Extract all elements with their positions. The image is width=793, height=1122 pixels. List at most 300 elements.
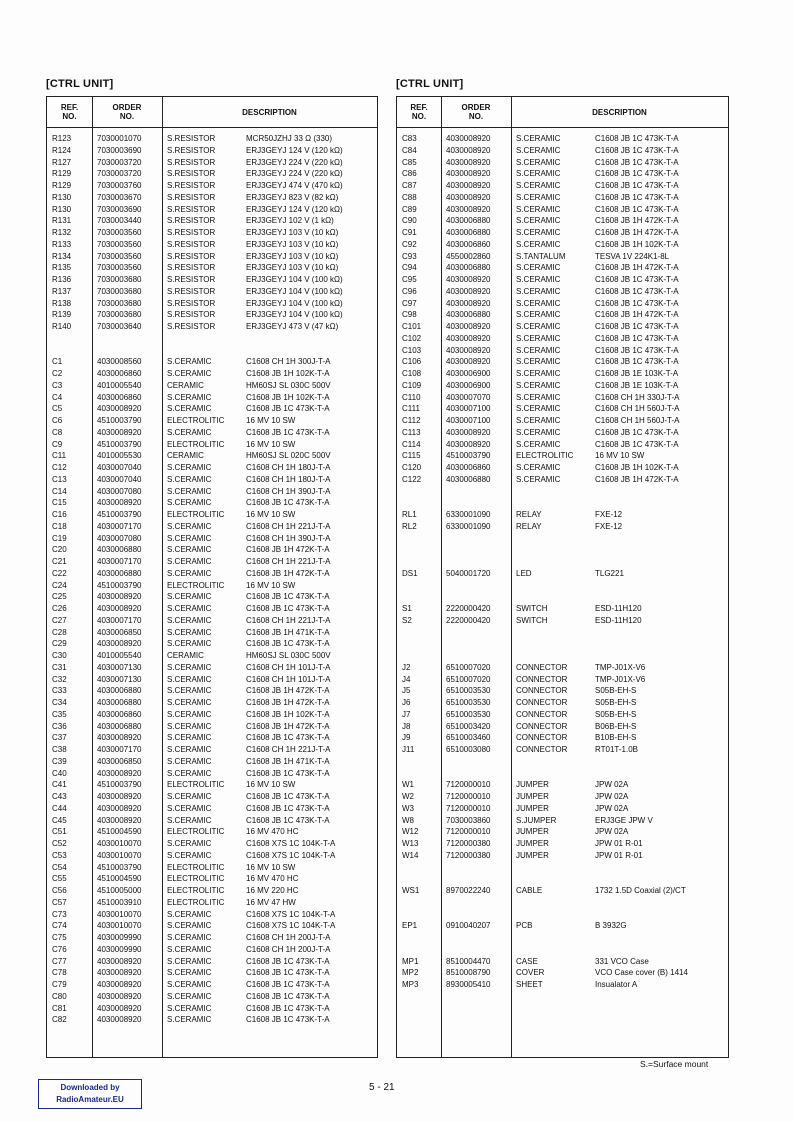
part-type: S.RESISTOR <box>167 192 216 202</box>
ref-no: C102 <box>402 333 422 343</box>
table-row <box>47 427 377 439</box>
table-row <box>47 509 377 521</box>
order-no: 4030010070 <box>97 921 142 931</box>
order-no: 4030007170 <box>97 557 142 566</box>
part-type: ELECTROLITIC <box>167 886 225 895</box>
order-no: 4030006850 <box>97 627 142 637</box>
part-description: C1608 JB 1C 473K-T-A <box>246 498 330 508</box>
ref-no: C103 <box>402 345 422 355</box>
part-description: C1608 JB 1H 471K-T-A <box>246 627 330 637</box>
table-row <box>397 204 728 216</box>
order-no: 4030006880 <box>97 698 142 707</box>
part-description: C1608 JB 1C 473K-T-A <box>595 134 679 143</box>
part-description: C1608 JB 1C 473K-T-A <box>246 792 330 801</box>
ref-no: C1 <box>52 357 63 367</box>
part-type: S.CERAMIC <box>516 204 561 214</box>
table-row <box>397 838 728 850</box>
order-no: 7030003720 <box>97 169 142 179</box>
table-row <box>47 744 377 756</box>
ref-no: C20 <box>52 545 67 555</box>
ref-no: R139 <box>52 310 72 320</box>
ref-no: C36 <box>52 721 67 731</box>
order-no: 4030007170 <box>97 521 142 531</box>
part-type: S.CERAMIC <box>167 592 212 602</box>
part-type: ELECTROLITIC <box>167 827 225 837</box>
ref-no: C39 <box>52 756 67 766</box>
table-row <box>47 474 377 486</box>
part-type: S.CERAMIC <box>167 674 212 684</box>
order-no: 7030003860 <box>446 815 491 825</box>
order-no: 4510003790 <box>97 439 142 449</box>
order-header-line1: ORDER <box>461 103 491 112</box>
order-no: 4030006880 <box>446 263 491 273</box>
table-row <box>47 204 377 216</box>
ref-no: C2 <box>52 369 63 378</box>
part-type: S.RESISTOR <box>167 216 216 226</box>
part-description: TLG221 <box>595 568 624 578</box>
part-type: CONNECTOR <box>516 686 568 696</box>
order-no: 7120000010 <box>446 792 491 801</box>
part-description: C1608 CH 1H 101J-T-A <box>246 674 331 684</box>
table-row <box>47 732 377 744</box>
part-description: C1608 JB 1C 473K-T-A <box>246 592 330 602</box>
ref-no: MP2 <box>402 968 419 978</box>
ref-no: C9 <box>52 439 63 449</box>
table-row <box>397 791 728 803</box>
order-no: 7120000380 <box>446 839 491 848</box>
order-no: 4030008920 <box>446 204 491 214</box>
order-no: 4030008920 <box>97 427 142 437</box>
order-no: 7030003680 <box>97 286 142 296</box>
ref-header <box>47 97 92 127</box>
ref-no: C98 <box>402 310 417 320</box>
order-no: 4030007080 <box>97 533 142 543</box>
part-type: S.CERAMIC <box>167 768 212 778</box>
part-description: C1608 JB 1C 473K-T-A <box>246 968 330 978</box>
part-description: ERJ3GEYJ 104 V (100 kΩ) <box>246 298 343 308</box>
order-no: 4030008920 <box>97 956 142 966</box>
part-type: JUMPER <box>516 780 549 790</box>
part-description: ERJ3GEYJ 103 V (10 kΩ) <box>246 228 339 237</box>
part-description: ERJ3GEYJ 124 V (120 kΩ) <box>246 145 343 155</box>
table-row <box>47 627 377 639</box>
table-row <box>47 591 377 603</box>
part-description: HM60SJ SL 030C 500V <box>246 651 331 660</box>
table-row <box>397 662 728 674</box>
order-no: 4030008920 <box>97 768 142 778</box>
table-row <box>47 838 377 850</box>
order-no: 4510003790 <box>97 780 142 790</box>
table-row <box>47 215 377 227</box>
order-no: 4030006880 <box>446 216 491 226</box>
ref-no: C29 <box>52 639 67 649</box>
part-type: S.CERAMIC <box>516 404 561 414</box>
ref-no: C6 <box>52 416 63 425</box>
ref-no: C94 <box>402 263 417 273</box>
part-type: S.CERAMIC <box>167 968 212 978</box>
part-description: C1608 CH 1H 200J-T-A <box>246 933 331 942</box>
ref-no: W13 <box>402 839 419 848</box>
description-header <box>511 97 728 127</box>
ref-no: C13 <box>52 474 67 484</box>
part-type: S.CERAMIC <box>516 380 561 390</box>
ref-no: R127 <box>52 157 72 167</box>
ref-no: WS1 <box>402 886 420 895</box>
order-no: 4030006900 <box>446 369 491 378</box>
part-type: S.CERAMIC <box>167 369 212 378</box>
ref-no: R135 <box>52 263 72 273</box>
part-type: S.CERAMIC <box>516 263 561 273</box>
order-no: 2220000420 <box>446 615 491 625</box>
order-no: 6510003080 <box>446 745 491 754</box>
ref-no: C113 <box>402 427 421 437</box>
order-no: 4030007130 <box>97 662 142 672</box>
table-row <box>397 157 728 169</box>
part-type: S.CERAMIC <box>516 228 561 237</box>
part-type: LED <box>516 568 532 578</box>
table-row <box>47 568 377 580</box>
table-row <box>397 403 728 415</box>
ref-header-line1: REF. <box>60 103 79 112</box>
part-type: ELECTROLITIC <box>167 580 225 590</box>
part-description: C1608 JB 1C 473K-T-A <box>246 980 330 989</box>
description-header <box>162 97 377 127</box>
ref-header-line2: NO. <box>62 112 77 121</box>
ref-no: C54 <box>52 862 67 872</box>
order-no: 4510003790 <box>97 862 142 872</box>
ref-no: C77 <box>52 956 67 966</box>
part-description: C1608 JB 1H 472K-T-A <box>595 310 679 320</box>
part-type: S.CERAMIC <box>516 275 561 284</box>
table-row <box>397 309 728 321</box>
ref-no: S1 <box>402 604 412 613</box>
part-description: C1608 JB 1C 473K-T-A <box>246 404 330 414</box>
order-no: 4030007100 <box>446 416 491 425</box>
part-type: ELECTROLITIC <box>516 451 574 461</box>
order-no: 4030010070 <box>97 909 142 919</box>
ref-no: C41 <box>52 780 67 790</box>
part-description: C1608 JB 1C 473K-T-A <box>246 604 330 613</box>
order-no: 7030003680 <box>97 310 142 320</box>
part-type: S.RESISTOR <box>167 263 216 273</box>
part-type: CERAMIC <box>167 651 204 660</box>
ref-no: C8 <box>52 427 63 437</box>
table-row <box>47 650 377 662</box>
ref-no: C96 <box>402 286 417 296</box>
order-no: 4550002860 <box>446 251 491 261</box>
ref-no: R134 <box>52 251 72 261</box>
part-description: C1608 X7S 1C 104K-T-A <box>246 909 336 919</box>
ref-no: DS1 <box>402 568 418 578</box>
table-row <box>47 967 377 979</box>
table-row <box>47 615 377 627</box>
part-description: C1608 CH 1H 221J-T-A <box>246 615 331 625</box>
part-type: S.CERAMIC <box>167 662 212 672</box>
part-type: CONNECTOR <box>516 662 568 672</box>
part-description: C1608 JB 1H 102K-T-A <box>246 709 330 719</box>
table-row <box>47 674 377 686</box>
part-description: ERJ3GEYJ 124 V (120 kΩ) <box>246 204 343 214</box>
table-row <box>47 815 377 827</box>
part-description: ERJ3GEYJ 823 V (82 kΩ) <box>246 192 339 202</box>
ref-no: C111 <box>402 404 420 414</box>
part-description: ERJ3GEYJ 103 V (10 kΩ) <box>246 239 339 249</box>
part-description: JPW 02A <box>595 827 629 837</box>
table-row <box>47 168 377 180</box>
order-no: 7030003560 <box>97 263 142 273</box>
part-description: C1608 CH 1H 180J-T-A <box>246 463 331 472</box>
ref-no: C120 <box>402 463 422 472</box>
part-description: C1608 JB 1C 473K-T-A <box>595 322 679 331</box>
download-badge[interactable] <box>38 1079 142 1109</box>
ref-no: C82 <box>52 1015 67 1025</box>
table-row <box>47 697 377 709</box>
table-row <box>47 309 377 321</box>
order-no: 4030008920 <box>446 134 491 143</box>
order-no: 4030008920 <box>446 298 491 308</box>
part-type: PCB <box>516 921 533 931</box>
ref-no: C88 <box>402 192 417 202</box>
part-description: HM60SJ SL 020C 500V <box>246 451 331 461</box>
part-description: C1608 JB 1C 473K-T-A <box>246 956 330 966</box>
table-row <box>397 262 728 274</box>
order-no: 4030006880 <box>446 310 491 320</box>
part-type: S.CERAMIC <box>516 392 561 402</box>
order-no: 4010005540 <box>97 380 142 390</box>
part-type: S.CERAMIC <box>167 627 212 637</box>
ref-no: C110 <box>402 392 421 402</box>
part-description: C1608 X7S 1C 104K-T-A <box>246 850 336 860</box>
left-table-header <box>47 97 377 128</box>
ref-no: R129 <box>52 169 72 179</box>
table-row <box>397 568 728 580</box>
order-no: 4030008920 <box>446 181 491 190</box>
table-row <box>397 826 728 838</box>
part-type: JUMPER <box>516 839 549 848</box>
part-type: S.CERAMIC <box>516 357 561 367</box>
part-description: C1608 JB 1H 472K-T-A <box>246 686 330 696</box>
table-row <box>397 979 728 991</box>
part-type: CASE <box>516 956 538 966</box>
table-row <box>397 215 728 227</box>
ref-no: C51 <box>52 827 67 837</box>
ref-no: C53 <box>52 850 67 860</box>
table-row <box>47 415 377 427</box>
table-row <box>47 403 377 415</box>
order-no: 4030007040 <box>97 474 142 484</box>
ref-no: C25 <box>52 592 67 602</box>
part-type: S.CERAMIC <box>167 498 212 508</box>
ref-no: C76 <box>52 944 67 954</box>
part-description: 16 MV 470 HC <box>246 874 299 884</box>
ref-no: C85 <box>402 157 417 167</box>
part-description: C1608 JB 1C 473K-T-A <box>246 991 330 1001</box>
part-description: C1608 JB 1C 473K-T-A <box>246 733 330 743</box>
part-type: S.CERAMIC <box>167 568 212 578</box>
part-type: S.CERAMIC <box>516 474 561 484</box>
order-no: 4030008920 <box>446 345 491 355</box>
table-row <box>397 380 728 392</box>
part-description: ERJ3GEYJ 104 V (100 kΩ) <box>246 310 343 320</box>
ref-no: C22 <box>52 568 67 578</box>
part-description: 1732 1.5D Coaxial (2)/CT <box>595 886 686 895</box>
table-row <box>47 897 377 909</box>
ref-no: C87 <box>402 181 417 190</box>
table-row <box>47 944 377 956</box>
part-type: S.CERAMIC <box>516 333 561 343</box>
table-row <box>47 1014 377 1026</box>
table-row <box>47 521 377 533</box>
part-type: S.CERAMIC <box>516 192 561 202</box>
part-description: C1608 JB 1C 473K-T-A <box>246 427 330 437</box>
part-description: C1608 JB 1C 473K-T-A <box>595 298 679 308</box>
order-no: 6510003420 <box>446 721 491 731</box>
ref-no: C93 <box>402 251 417 261</box>
table-row <box>47 298 377 310</box>
order-no: 2220000420 <box>446 604 491 613</box>
order-no: 8510008790 <box>446 968 491 978</box>
order-no: 4030008920 <box>446 439 491 449</box>
part-type: ELECTROLITIC <box>167 439 225 449</box>
table-row <box>397 615 728 627</box>
order-no: 4030010070 <box>97 850 142 860</box>
table-row <box>47 685 377 697</box>
part-description: 16 MV 10 SW <box>246 580 296 590</box>
table-row <box>47 1003 377 1015</box>
part-description: VCO Case cover (B) 1414 <box>595 968 688 978</box>
part-description: JPW 02A <box>595 803 629 813</box>
ref-header-line1: REF. <box>410 103 428 112</box>
description-header-text: DESCRIPTION <box>592 107 647 117</box>
part-description: ESD-11H120 <box>595 615 642 625</box>
order-no: 6330001090 <box>446 510 491 519</box>
table-row <box>397 145 728 157</box>
part-type: S.RESISTOR <box>167 239 216 249</box>
part-type: S.CERAMIC <box>167 533 212 543</box>
part-type: JUMPER <box>516 827 549 837</box>
ref-no: J5 <box>402 686 411 696</box>
ref-no: C95 <box>402 275 417 284</box>
order-no: 7030003680 <box>97 298 142 308</box>
table-row <box>47 920 377 932</box>
part-description: C1608 JB 1C 473K-T-A <box>246 768 330 778</box>
order-no: 4030006880 <box>97 686 142 696</box>
part-description: C1608 CH 1H 560J-T-A <box>595 416 680 425</box>
table-row <box>47 450 377 462</box>
part-type: CONNECTOR <box>516 709 568 719</box>
table-row <box>47 133 377 145</box>
footnote: S.=Surface mount <box>640 1059 709 1069</box>
part-description: ERJ3GEYJ 474 V (470 kΩ) <box>246 181 343 190</box>
table-row <box>397 321 728 333</box>
part-type: S.CERAMIC <box>516 416 561 425</box>
order-no: 4030007070 <box>446 392 491 402</box>
ref-no: C37 <box>52 733 67 743</box>
part-type: S.CERAMIC <box>167 756 212 766</box>
order-no: 4030008920 <box>446 169 491 179</box>
table-row <box>47 286 377 298</box>
part-type: JUMPER <box>516 850 549 860</box>
ref-no: R123 <box>52 134 72 143</box>
part-description: 16 MV 10 SW <box>246 416 296 425</box>
ref-no: C97 <box>402 298 417 308</box>
order-no: 7030003680 <box>97 275 142 284</box>
part-type: S.CERAMIC <box>167 909 212 919</box>
part-description: C1608 JB 1H 102K-T-A <box>246 392 330 402</box>
order-no: 4030006860 <box>446 239 491 249</box>
part-type: S.CERAMIC <box>516 239 561 249</box>
part-type: ELECTROLITIC <box>167 862 225 872</box>
order-no: 8930005410 <box>446 980 491 989</box>
table-row <box>47 274 377 286</box>
ref-no: RL1 <box>402 510 417 519</box>
left-section-title: [CTRL UNIT] <box>46 78 114 90</box>
order-no: 4030008920 <box>97 592 142 602</box>
ref-no: C109 <box>402 380 422 390</box>
ref-no: J2 <box>402 662 411 672</box>
table-row <box>397 474 728 486</box>
ref-no: C32 <box>52 674 67 684</box>
part-description: ESD-11H120 <box>595 604 642 613</box>
table-row <box>397 192 728 204</box>
table-row <box>397 697 728 709</box>
ref-no: C21 <box>52 557 67 566</box>
order-no: 7120000010 <box>446 827 491 837</box>
ref-no: C78 <box>52 968 67 978</box>
table-row <box>47 462 377 474</box>
order-no: 6510007020 <box>446 674 491 684</box>
table-row <box>47 580 377 592</box>
part-description: C1608 JB 1C 473K-T-A <box>595 157 679 167</box>
order-no: 4010005540 <box>97 651 142 660</box>
part-type: S.CERAMIC <box>516 216 561 226</box>
part-description: C1608 CH 1H 390J-T-A <box>246 533 331 543</box>
left-table-body <box>47 133 377 1057</box>
ref-no: R130 <box>52 204 72 214</box>
part-description: ERJ3GEYJ 104 V (100 kΩ) <box>246 286 343 296</box>
table-row <box>397 732 728 744</box>
ref-no: R132 <box>52 228 72 237</box>
order-no: 4030008560 <box>97 357 142 367</box>
table-row <box>47 262 377 274</box>
order-no: 4030008920 <box>446 333 491 343</box>
order-no: 4510003790 <box>97 416 142 425</box>
part-description: C1608 JB 1H 472K-T-A <box>595 263 679 273</box>
order-header <box>92 97 162 127</box>
part-type: S.CERAMIC <box>167 991 212 1001</box>
part-description: 16 MV 47 HW <box>246 897 296 907</box>
table-row <box>397 967 728 979</box>
part-type: COVER <box>516 968 545 978</box>
ref-no: W14 <box>402 850 419 860</box>
order-no: 7030003440 <box>97 216 142 226</box>
table-row <box>47 497 377 509</box>
ref-no: C16 <box>52 510 67 519</box>
ref-no: C75 <box>52 933 67 942</box>
ref-no: C74 <box>52 921 67 931</box>
ref-no: R131 <box>52 216 72 226</box>
part-type: SWITCH <box>516 604 548 613</box>
part-type: JUMPER <box>516 792 549 801</box>
ref-no: C81 <box>52 1003 67 1013</box>
ref-no: EP1 <box>402 921 418 931</box>
ref-no: C114 <box>402 439 421 449</box>
table-row <box>397 345 728 357</box>
table-row <box>397 239 728 251</box>
ref-no: C55 <box>52 874 67 884</box>
ref-no: C56 <box>52 886 67 895</box>
order-no: 4030009990 <box>97 944 142 954</box>
